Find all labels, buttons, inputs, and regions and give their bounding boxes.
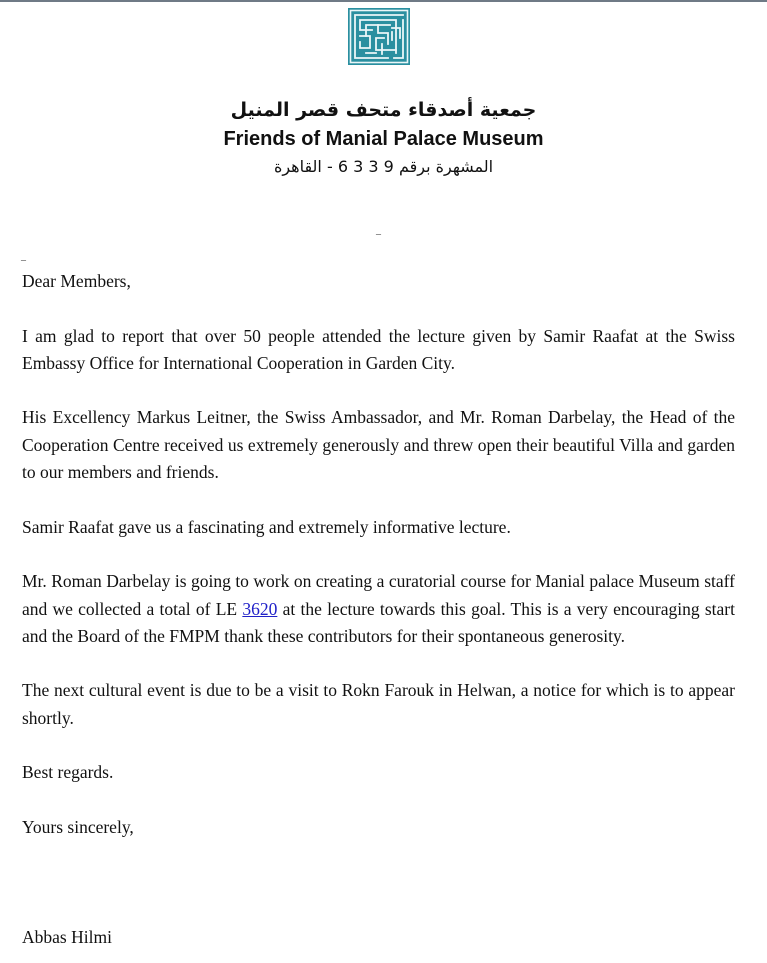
letterhead bbox=[0, 96, 767, 180]
paragraph-lecture-quality: Samir Raafat gave us a fascinating and extremely informative lecture. bbox=[22, 516, 511, 537]
paragraph-curatorial-course bbox=[22, 568, 735, 650]
paragraph-next-event: The next cultural event is due to be a visit to Rokn Farouk in Helwan, a notice for which is to appear shortly. bbox=[22, 680, 735, 728]
course-text-before: Mr. Roman Darbelay is going to work on creating a curatorial course for Manial palace Museum staff and we collected a total of LE bbox=[22, 571, 735, 619]
paragraph-embassy-hosts: His Excellency Markus Leitner, the Swiss Ambassador, and Mr. Roman Darbelay, the Head of the Cooperation Centre received us extremely generously and threw open their beautiful Villa and garden to our members and friends. bbox=[22, 407, 735, 483]
stray-underscore-left: _ bbox=[21, 251, 26, 262]
square-maze-logo-icon bbox=[348, 8, 410, 65]
course-text-after: at the lecture towards this goal. This is a very encouraging start and the Board of the FMPM thank these contributors for their spontaneous generosity. bbox=[22, 598, 735, 646]
letter-body bbox=[22, 268, 735, 841]
top-divider bbox=[0, 0, 767, 2]
greeting: Dear Members, bbox=[22, 271, 131, 291]
arabic-registration-line: المشهرة برقم 9 3 3 6 - القاهرة bbox=[273, 157, 494, 176]
best-regards: Best regards. bbox=[22, 762, 114, 783]
signature-name: Abbas Hilmi bbox=[22, 927, 112, 947]
english-society-title: Friends of Manial Palace Museum bbox=[223, 128, 544, 150]
stray-underscore-center: _ bbox=[376, 225, 381, 236]
paragraph-lecture-attendance: I am glad to report that over 50 people attended the lecture given by Samir Raafat at the Swiss Embassy Office for International Cooperation in Garden City. bbox=[22, 325, 735, 373]
arabic-society-title: جمعية أصدقاء متحف قصر المنيل bbox=[230, 99, 537, 121]
closing-line: Yours sincerely, bbox=[22, 816, 134, 837]
amount-link[interactable]: 3620 bbox=[242, 598, 278, 619]
